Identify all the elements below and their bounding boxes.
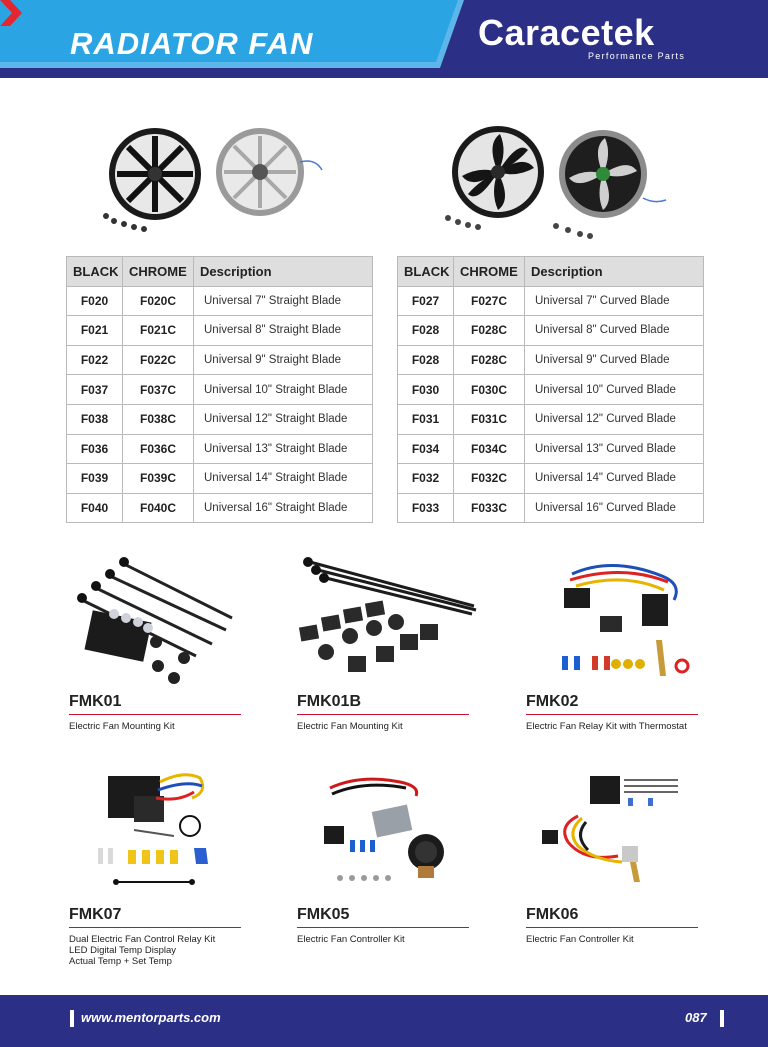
chrome-code: F022C xyxy=(123,345,194,375)
table-row xyxy=(398,464,704,494)
description: Universal 7" Straight Blade xyxy=(194,286,373,316)
description: Universal 14" Straight Blade xyxy=(194,464,373,494)
description: Universal 12" Straight Blade xyxy=(194,404,373,434)
kit-code: FMK01 xyxy=(69,693,122,710)
black-code: F039 xyxy=(67,464,123,494)
black-code: F020 xyxy=(67,286,123,316)
table-row xyxy=(67,464,373,494)
column-header-description: Description xyxy=(525,257,704,287)
brand-logo: Caracetek xyxy=(478,12,655,53)
chrome-code: F027C xyxy=(454,286,525,316)
kit-divider xyxy=(526,714,698,715)
chrome-code: F031C xyxy=(454,404,525,434)
brand-tagline: Performance Parts xyxy=(588,51,686,61)
table-row xyxy=(67,434,373,464)
column-header-description: Description xyxy=(194,257,373,287)
table-row xyxy=(67,404,373,434)
kit-code: FMK01B xyxy=(297,693,362,710)
chrome-code: F033C xyxy=(454,493,525,523)
fmk02-product-image xyxy=(552,560,698,684)
brand-chevron-icon xyxy=(0,0,24,26)
black-code: F032 xyxy=(398,464,454,494)
chrome-code: F034C xyxy=(454,434,525,464)
black-code: F037 xyxy=(67,375,123,405)
chrome-code: F039C xyxy=(123,464,194,494)
table-row xyxy=(398,493,704,523)
straight-blade-table xyxy=(66,256,373,523)
black-code: F040 xyxy=(67,493,123,523)
kit-divider xyxy=(69,714,241,715)
table-header-row xyxy=(67,257,373,287)
description: Universal 16" Curved Blade xyxy=(525,493,704,523)
black-code: F027 xyxy=(398,286,454,316)
curved-blade-table xyxy=(397,256,704,523)
curved-blade-fans-image xyxy=(438,124,678,242)
description: Universal 9" Straight Blade xyxy=(194,345,373,375)
table-row xyxy=(398,375,704,405)
chrome-code: F032C xyxy=(454,464,525,494)
column-header-chrome: CHROME xyxy=(454,257,525,287)
kit-description-line: Actual Temp + Set Temp xyxy=(69,956,172,967)
table-row xyxy=(398,404,704,434)
kit-description: Electric Fan Controller Kit xyxy=(297,934,405,945)
black-code: F034 xyxy=(398,434,454,464)
description: Universal 10" Straight Blade xyxy=(194,375,373,405)
description: Universal 12" Curved Blade xyxy=(525,404,704,434)
kit-divider xyxy=(69,927,241,928)
straight-blade-fans-image xyxy=(100,124,340,236)
kit-code: FMK02 xyxy=(526,693,579,710)
table-row xyxy=(67,345,373,375)
page-header xyxy=(0,0,768,78)
description: Universal 13" Straight Blade xyxy=(194,434,373,464)
kit-description: Electric Fan Mounting Kit xyxy=(297,721,403,732)
footer-website-link[interactable]: www.mentorparts.com xyxy=(81,1010,221,1025)
column-header-chrome: CHROME xyxy=(123,257,194,287)
black-code: F033 xyxy=(398,493,454,523)
kit-divider xyxy=(526,927,698,928)
table-row xyxy=(67,286,373,316)
footer-accent-bar xyxy=(70,1010,74,1027)
column-header-black: BLACK xyxy=(398,257,454,287)
description: Universal 8" Curved Blade xyxy=(525,316,704,346)
black-code: F038 xyxy=(67,404,123,434)
table-row xyxy=(398,316,704,346)
fmk07-product-image xyxy=(94,762,214,892)
chrome-code: F038C xyxy=(123,404,194,434)
footer-accent-bar xyxy=(720,1010,724,1027)
table-row xyxy=(398,345,704,375)
chrome-code: F028C xyxy=(454,345,525,375)
description: Universal 7" Curved Blade xyxy=(525,286,704,316)
kit-code: FMK07 xyxy=(69,906,122,923)
fmk01-product-image xyxy=(76,552,246,688)
black-code: F021 xyxy=(67,316,123,346)
kit-description: Electric Fan Controller Kit xyxy=(526,934,634,945)
description: Universal 9" Curved Blade xyxy=(525,345,704,375)
page-footer xyxy=(0,995,768,1047)
kit-divider xyxy=(297,714,469,715)
column-header-black: BLACK xyxy=(67,257,123,287)
kit-description: Electric Fan Relay Kit with Thermostat xyxy=(526,721,687,732)
kit-divider xyxy=(297,927,469,928)
fmk06-product-image xyxy=(538,766,690,890)
kit-description-line: LED Digital Temp Display xyxy=(69,945,177,956)
black-code: F022 xyxy=(67,345,123,375)
chrome-code: F028C xyxy=(454,316,525,346)
kit-description xyxy=(69,934,215,967)
description: Universal 13" Curved Blade xyxy=(525,434,704,464)
black-code: F036 xyxy=(67,434,123,464)
table-row xyxy=(67,493,373,523)
fmk01b-product-image xyxy=(296,552,482,682)
page-number: 087 xyxy=(685,1010,707,1025)
black-code: F030 xyxy=(398,375,454,405)
table-row xyxy=(398,434,704,464)
page-title: RADIATOR FAN xyxy=(70,26,314,61)
chrome-code: F020C xyxy=(123,286,194,316)
kit-description-line: Dual Electric Fan Control Relay Kit xyxy=(69,934,216,945)
chrome-code: F030C xyxy=(454,375,525,405)
chrome-code: F037C xyxy=(123,375,194,405)
chrome-code: F036C xyxy=(123,434,194,464)
black-code: F031 xyxy=(398,404,454,434)
table-row xyxy=(67,316,373,346)
kit-code: FMK05 xyxy=(297,906,350,923)
chrome-code: F040C xyxy=(123,493,194,523)
description: Universal 8" Straight Blade xyxy=(194,316,373,346)
black-code: F028 xyxy=(398,345,454,375)
chrome-code: F021C xyxy=(123,316,194,346)
description: Universal 16" Straight Blade xyxy=(194,493,373,523)
fmk05-product-image xyxy=(320,768,450,890)
table-header-row xyxy=(398,257,704,287)
black-code: F028 xyxy=(398,316,454,346)
kit-description: Electric Fan Mounting Kit xyxy=(69,721,175,732)
description: Universal 10" Curved Blade xyxy=(525,375,704,405)
kit-code: FMK06 xyxy=(526,906,579,923)
description: Universal 14" Curved Blade xyxy=(525,464,704,494)
table-row xyxy=(398,286,704,316)
table-row xyxy=(67,375,373,405)
